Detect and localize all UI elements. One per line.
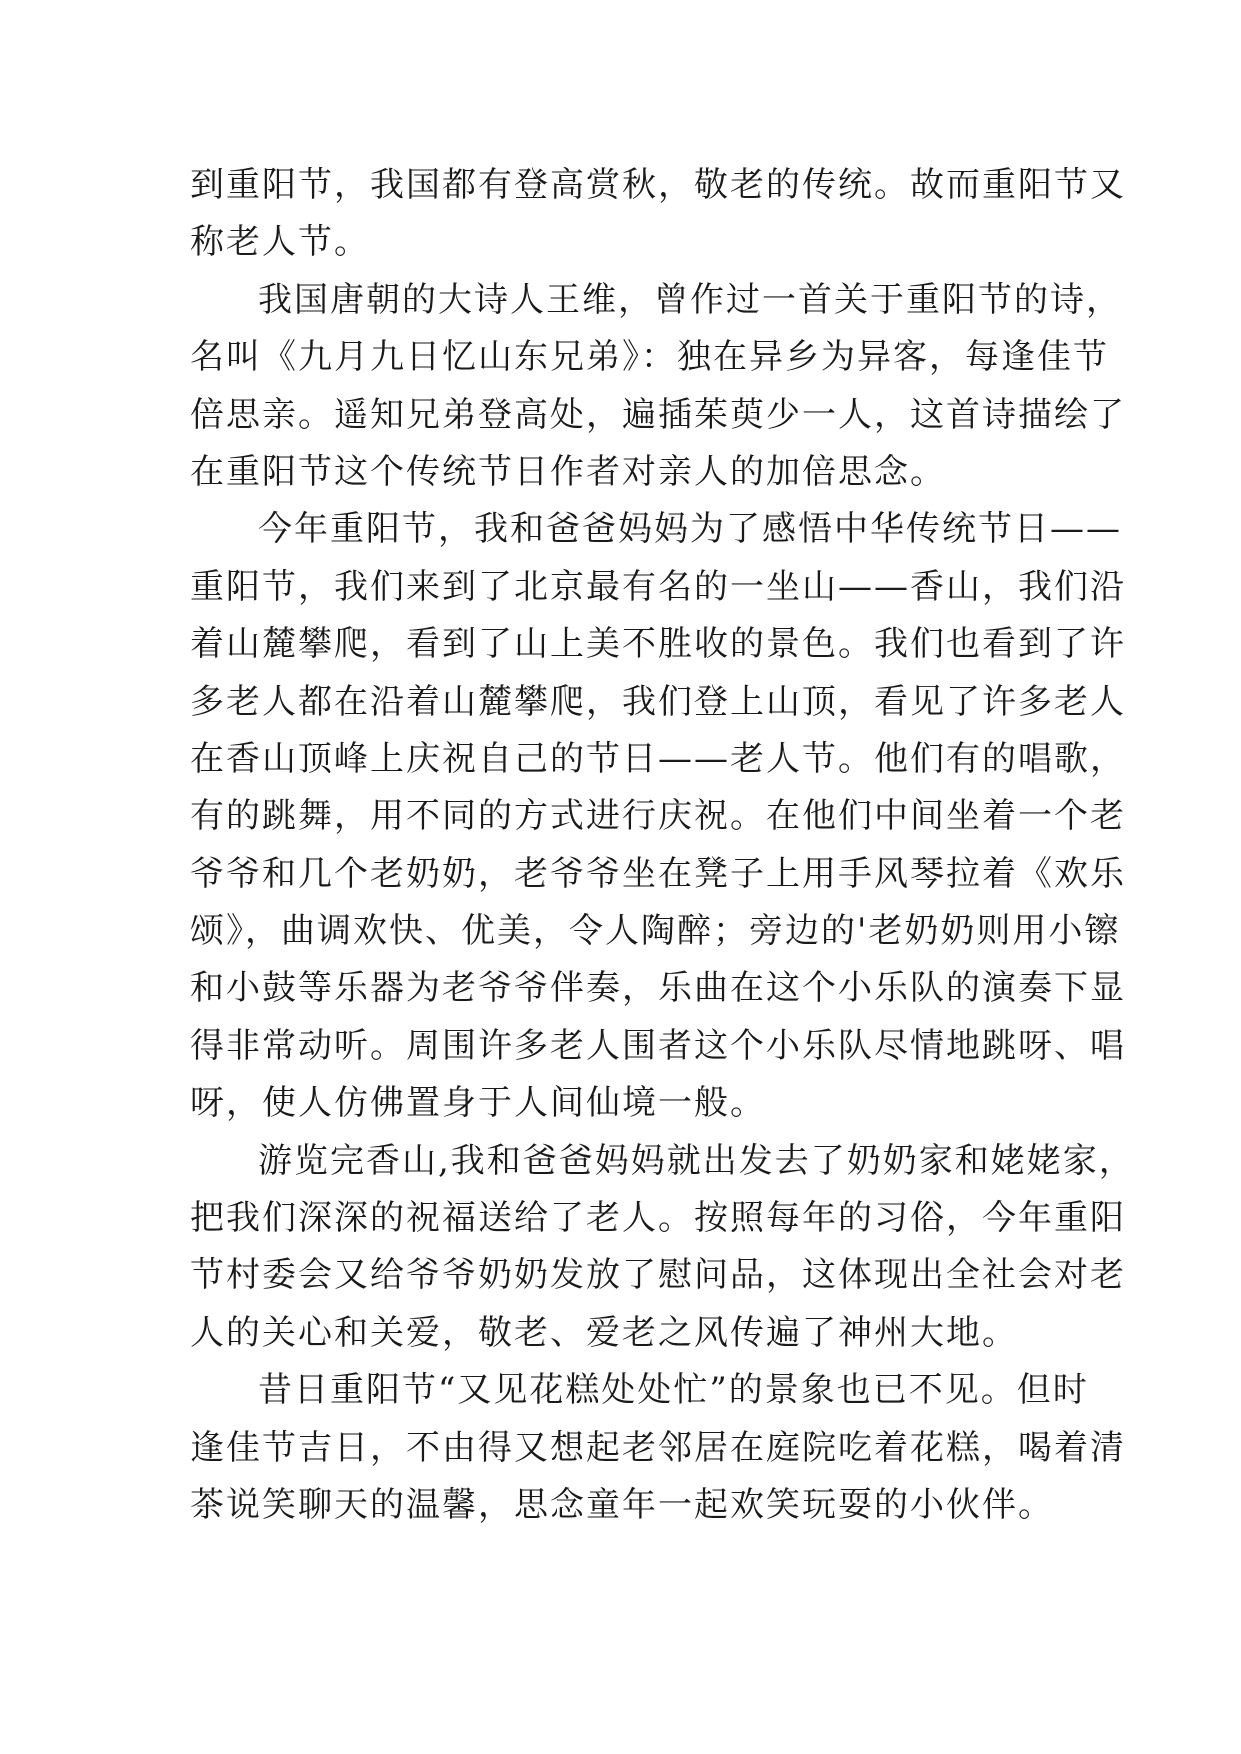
paragraph-line: 在香山顶峰上庆祝自己的节日——老人节。他们有的唱歌， bbox=[190, 738, 1126, 779]
paragraph-line: 着山麓攀爬，看到了山上美不胜收的景色。我们也看到了许 bbox=[190, 624, 1126, 665]
paragraph-line: 爷爷和几个老奶奶，老爷爷坐在凳子上用手风琴拉着《欢乐 bbox=[190, 853, 1126, 894]
paragraph-line: 逢佳节吉日，不由得又想起老邻居在庭院吃着花糕，喝着清 bbox=[190, 1427, 1126, 1468]
paragraph-line: 有的跳舞，用不同的方式进行庆祝。在他们中间坐着一个老 bbox=[190, 796, 1126, 837]
paragraph-line: 得非常动听。周围许多老人围者这个小乐队尽情地跳呀、唱 bbox=[190, 1025, 1126, 1066]
paragraph-line: 今年重阳节，我和爸爸妈妈为了感悟中华传统节日—— bbox=[258, 509, 1122, 550]
paragraph-line: 我国唐朝的大诗人王维，曾作过一首关于重阳节的诗， bbox=[258, 279, 1122, 320]
paragraph-line: 名叫《九月九日忆山东兄弟》：独在异乡为异客，每逢佳节 bbox=[190, 337, 1109, 378]
paragraph-line: 多老人都在沿着山麓攀爬，我们登上山顶，看见了许多老人 bbox=[190, 681, 1126, 722]
document-body bbox=[190, 157, 1135, 1534]
paragraph-2 bbox=[190, 272, 1126, 502]
paragraph-line: 在重阳节这个传统节日作者对亲人的加倍思念。 bbox=[190, 451, 946, 492]
paragraph-line: 称老人节。 bbox=[190, 222, 370, 263]
paragraph-line: 和小鼓等乐器为老爷爷伴奏，乐曲在这个小乐队的演奏下显 bbox=[190, 968, 1126, 1009]
paragraph-5 bbox=[190, 1362, 1126, 1534]
paragraph-line: 昔日重阳节“又见花糕处处忙”的景象也已不见。但时 bbox=[258, 1370, 1089, 1411]
paragraph-3 bbox=[190, 501, 1126, 1132]
paragraph-line: 颂》，曲调欢快、优美，令人陶醉；旁边的'老奶奶则用小镲 bbox=[190, 911, 1121, 952]
paragraph-line: 把我们深深的祝福送给了老人。按照每年的习俗，今年重阳 bbox=[190, 1198, 1126, 1239]
paragraph-line: 人的关心和关爱，敬老、爱老之风传遍了神州大地。 bbox=[190, 1312, 1018, 1353]
paragraph-line: 重阳节，我们来到了北京最有名的一坐山——香山，我们沿 bbox=[190, 566, 1126, 607]
paragraph-line: 节村委会又给爷爷奶奶发放了慰问品，这体现出全社会对老 bbox=[190, 1255, 1126, 1296]
paragraph-1 bbox=[190, 157, 1126, 272]
paragraph-line: 呀，使人仿佛置身于人间仙境一般。 bbox=[190, 1083, 766, 1124]
paragraph-line: 茶说笑聊天的温馨，思念童年一起欢笑玩耍的小伙伴。 bbox=[190, 1484, 1054, 1525]
paragraph-4 bbox=[190, 1133, 1135, 1363]
paragraph-line: 到重阳节，我国都有登高赏秋，敬老的传统。故而重阳节又 bbox=[190, 165, 1126, 205]
paragraph-line: 倍思亲。遥知兄弟登高处，遍插茱萸少一人，这首诗描绘了 bbox=[190, 394, 1126, 435]
paragraph-line: 游览完香山,我和爸爸妈妈就出发去了奶奶家和姥姥家， bbox=[258, 1140, 1135, 1181]
